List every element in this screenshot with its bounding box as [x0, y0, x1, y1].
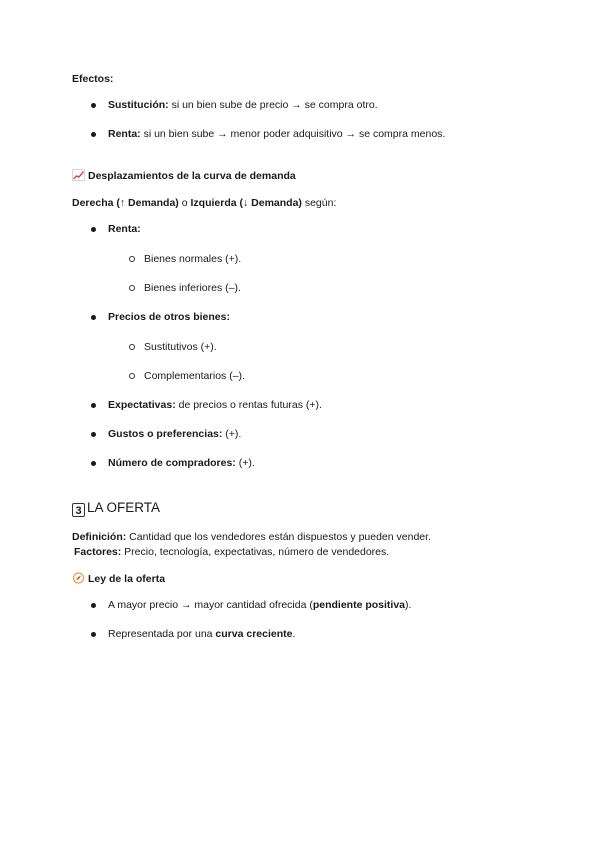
keycap-number-icon: 3 [72, 503, 85, 517]
list-item: Gustos o preferencias: (+). [108, 428, 242, 440]
definicion-line: Definición: Cantidad que los vendedores están dispuestos y pueden vender. [72, 531, 431, 543]
bullet-dot [91, 461, 96, 466]
list-item: Sustitución: si un bien sube de precio → se compra otro. [108, 99, 378, 111]
desplazamientos-intro: Derecha (↑ Demanda) o Izquierda (↓ Demanda) según: [72, 197, 337, 209]
list-item: Renta: [108, 223, 141, 235]
bullet-dot [91, 603, 96, 608]
bullet-dot [91, 103, 96, 108]
section-heading: 3 LA OFERTA [72, 500, 160, 517]
compass-icon [72, 572, 85, 584]
factores-line: Factores: Precio, tecnología, expectativas, número de vendedores. [74, 546, 390, 558]
sub-list-item: Sustitutivos (+). [144, 341, 217, 353]
bullet-dot [91, 227, 96, 232]
bullet-dot [91, 403, 96, 408]
list-item: A mayor precio → mayor cantidad ofrecida (pendiente positiva). [108, 599, 412, 611]
list-item: Representada por una curva creciente. [108, 628, 296, 640]
sub-list-item: Bienes inferiores (–). [144, 282, 241, 294]
efectos-heading: Efectos: [72, 73, 114, 85]
list-item: Renta: si un bien sube → menor poder adquisitivo → se compra menos. [108, 128, 446, 140]
desplazamientos-heading: Desplazamientos de la curva de demanda [72, 169, 296, 183]
bullet-dot [91, 315, 96, 320]
ley-heading: Ley de la oferta [72, 572, 165, 586]
sub-bullet-ring [129, 373, 135, 379]
sub-list-item: Bienes normales (+). [144, 253, 242, 265]
sub-bullet-ring [129, 285, 135, 291]
sub-bullet-ring [129, 256, 135, 262]
chart-increasing-icon [72, 169, 85, 181]
bullet-dot [91, 432, 96, 437]
list-item: Expectativas: de precios o rentas futuras (+). [108, 399, 322, 411]
bullet-dot [91, 132, 96, 137]
list-item: Número de compradores: (+). [108, 457, 255, 469]
sub-bullet-ring [129, 344, 135, 350]
bullet-dot [91, 632, 96, 637]
list-item: Precios de otros bienes: [108, 311, 230, 323]
sub-list-item: Complementarios (–). [144, 370, 245, 382]
